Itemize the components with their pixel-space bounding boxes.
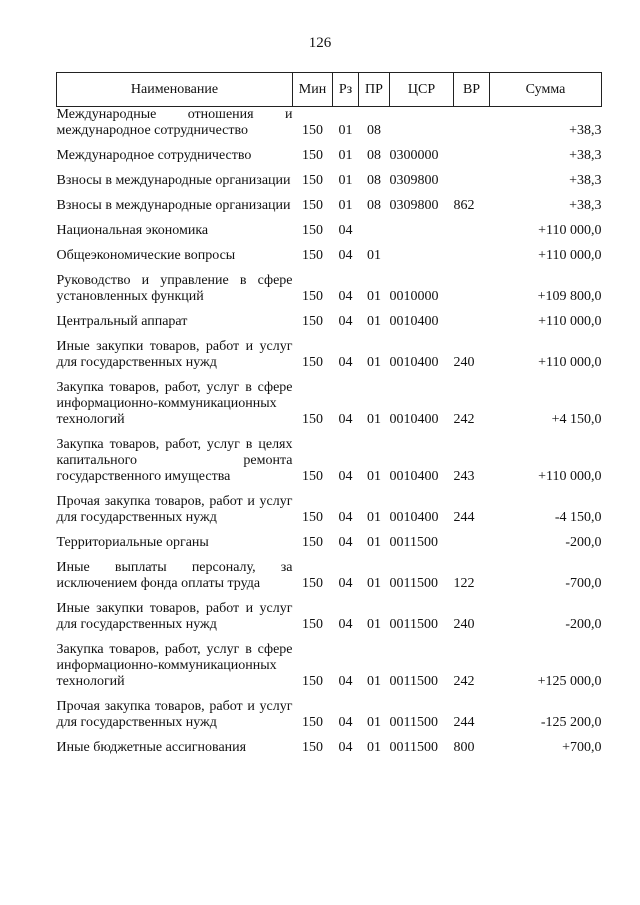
row-spacer bbox=[57, 526, 602, 535]
cell-min: 150 bbox=[302, 510, 323, 525]
cell-min: 150 bbox=[302, 617, 323, 632]
row-spacer bbox=[57, 731, 602, 740]
cell-name: Иные закупки товаров, работ и услуг для государственных нужд bbox=[56, 601, 293, 632]
cell-csr: 0011500 bbox=[389, 715, 438, 730]
cell-sum: +110 000,0 bbox=[538, 223, 602, 238]
cell-csr bbox=[390, 248, 454, 264]
row-spacer-cell bbox=[57, 428, 602, 437]
cell-rz: 04 bbox=[338, 314, 353, 329]
cell-name: Иные выплаты персоналу, за исключением фонда оплаты труда bbox=[56, 560, 293, 591]
cell-min: 150 bbox=[302, 173, 323, 188]
row-spacer bbox=[57, 330, 602, 339]
table-row bbox=[57, 740, 602, 756]
cell-csr: 0011500 bbox=[389, 674, 438, 689]
row-spacer bbox=[57, 164, 602, 173]
row-spacer bbox=[57, 189, 602, 198]
table-row bbox=[57, 223, 602, 239]
cell-name: Прочая закупка товаров, работ и услуг для государственных нужд bbox=[56, 494, 293, 525]
cell-name: Закупка товаров, работ, услуг в сфере информационно-коммуникационных технологий bbox=[56, 380, 293, 427]
cell-pr: 08 bbox=[367, 148, 381, 163]
table-row bbox=[57, 535, 602, 551]
cell-min: 150 bbox=[302, 576, 323, 591]
row-spacer bbox=[57, 371, 602, 380]
table-row bbox=[57, 642, 602, 690]
cell-name: Закупка товаров, работ, услуг в целях капитального ремонта государственного имущества bbox=[56, 437, 293, 484]
table-body bbox=[57, 107, 602, 757]
cell-vr bbox=[454, 173, 490, 189]
cell-name: Национальная экономика bbox=[56, 223, 209, 238]
page-number: 126 bbox=[308, 35, 332, 51]
cell-sum: -700,0 bbox=[565, 576, 602, 591]
cell-name: Прочая закупка товаров, работ и услуг для государственных нужд bbox=[56, 699, 293, 730]
cell-min: 150 bbox=[302, 715, 323, 730]
table-row bbox=[57, 273, 602, 305]
cell-sum: +109 800,0 bbox=[537, 289, 602, 304]
cell-min: 150 bbox=[302, 355, 323, 370]
cell-rz: 04 bbox=[338, 248, 353, 263]
table-row bbox=[57, 148, 602, 164]
cell-rz: 04 bbox=[338, 289, 353, 304]
cell-vr: 242 bbox=[453, 674, 475, 689]
cell-csr: 0011500 bbox=[389, 535, 438, 550]
header-vr: ВР bbox=[454, 73, 490, 107]
table-row bbox=[57, 601, 602, 633]
cell-csr: 0309800 bbox=[389, 173, 439, 188]
row-spacer bbox=[57, 551, 602, 560]
table-row bbox=[57, 314, 602, 330]
table-row bbox=[57, 107, 602, 140]
cell-rz: 01 bbox=[338, 173, 353, 188]
cell-vr: 122 bbox=[453, 576, 475, 591]
cell-csr: 0011500 bbox=[389, 617, 438, 632]
cell-vr bbox=[454, 535, 490, 551]
cell-min: 150 bbox=[302, 314, 323, 329]
cell-vr: 862 bbox=[453, 198, 475, 213]
cell-vr bbox=[454, 223, 490, 239]
cell-csr: 0300000 bbox=[389, 148, 439, 163]
cell-rz: 04 bbox=[338, 576, 353, 591]
row-spacer-cell bbox=[57, 690, 602, 699]
row-spacer bbox=[57, 264, 602, 273]
header-row bbox=[57, 73, 602, 107]
row-spacer-cell bbox=[57, 264, 602, 273]
row-spacer-cell bbox=[57, 164, 602, 173]
row-spacer bbox=[57, 633, 602, 642]
cell-csr: 0309800 bbox=[389, 198, 439, 213]
cell-pr: 01 bbox=[367, 535, 381, 550]
header-rz: Рз bbox=[333, 73, 359, 107]
cell-min: 150 bbox=[302, 198, 323, 213]
cell-csr: 0010400 bbox=[389, 469, 439, 484]
cell-csr: 0010400 bbox=[389, 314, 439, 329]
row-spacer bbox=[57, 214, 602, 223]
cell-min: 150 bbox=[302, 469, 323, 484]
cell-min: 150 bbox=[302, 289, 323, 304]
cell-rz: 04 bbox=[338, 715, 353, 730]
cell-vr: 240 bbox=[453, 617, 475, 632]
cell-csr: 0011500 bbox=[389, 740, 438, 755]
cell-vr bbox=[454, 248, 490, 264]
cell-rz: 04 bbox=[338, 740, 353, 755]
row-spacer bbox=[57, 305, 602, 314]
cell-sum: +110 000,0 bbox=[538, 355, 602, 370]
row-spacer-cell bbox=[57, 592, 602, 601]
cell-name: Иные бюджетные ассигнования bbox=[56, 740, 247, 755]
cell-vr bbox=[454, 314, 490, 330]
cell-pr: 01 bbox=[367, 510, 381, 525]
cell-min: 150 bbox=[302, 412, 323, 427]
cell-rz: 01 bbox=[338, 123, 353, 138]
row-spacer bbox=[57, 239, 602, 248]
row-spacer bbox=[57, 428, 602, 437]
cell-vr: 244 bbox=[453, 715, 475, 730]
cell-sum: -125 200,0 bbox=[540, 715, 602, 730]
cell-vr: 243 bbox=[453, 469, 475, 484]
row-spacer-cell bbox=[57, 551, 602, 560]
cell-sum: +700,0 bbox=[562, 740, 602, 755]
cell-pr: 01 bbox=[367, 248, 381, 263]
cell-sum: -4 150,0 bbox=[554, 510, 602, 525]
cell-sum: +110 000,0 bbox=[538, 314, 602, 329]
cell-sum: +38,3 bbox=[569, 198, 602, 213]
cell-sum: +38,3 bbox=[569, 148, 602, 163]
cell-pr: 01 bbox=[367, 412, 381, 427]
cell-vr: 800 bbox=[453, 740, 475, 755]
cell-pr: 08 bbox=[367, 173, 381, 188]
table-row bbox=[57, 198, 602, 214]
cell-pr: 01 bbox=[367, 289, 381, 304]
row-spacer-cell bbox=[57, 731, 602, 740]
cell-min: 150 bbox=[302, 740, 323, 755]
cell-sum: -200,0 bbox=[565, 535, 602, 550]
cell-pr: 01 bbox=[367, 674, 381, 689]
cell-min: 150 bbox=[302, 674, 323, 689]
row-spacer-cell bbox=[57, 526, 602, 535]
cell-vr bbox=[454, 148, 490, 164]
cell-sum: +110 000,0 bbox=[538, 469, 602, 484]
table-row bbox=[57, 380, 602, 428]
table-row bbox=[57, 339, 602, 371]
cell-sum: +38,3 bbox=[569, 173, 602, 188]
cell-csr bbox=[390, 107, 454, 140]
cell-pr: 01 bbox=[367, 740, 381, 755]
cell-csr bbox=[390, 223, 454, 239]
header-csr: ЦСР bbox=[390, 73, 454, 107]
cell-name: Общеэкономические вопросы bbox=[56, 248, 236, 263]
row-spacer-cell bbox=[57, 139, 602, 148]
cell-pr bbox=[359, 223, 390, 239]
cell-rz: 04 bbox=[338, 412, 353, 427]
cell-name: Руководство и управление в сфере установленных функций bbox=[56, 273, 293, 304]
cell-csr: 0010000 bbox=[389, 289, 439, 304]
cell-name: Взносы в международные организации bbox=[56, 198, 291, 213]
table-row bbox=[57, 437, 602, 485]
cell-min: 150 bbox=[302, 123, 323, 138]
cell-vr: 244 bbox=[453, 510, 475, 525]
cell-csr: 0010400 bbox=[389, 412, 439, 427]
row-spacer-cell bbox=[57, 330, 602, 339]
cell-name: Закупка товаров, работ, услуг в сфере информационно-коммуникационных технологий bbox=[56, 642, 293, 689]
header-pr: ПР bbox=[359, 73, 390, 107]
cell-rz: 04 bbox=[338, 355, 353, 370]
cell-rz: 04 bbox=[338, 223, 353, 238]
cell-rz: 04 bbox=[338, 617, 353, 632]
cell-csr: 0010400 bbox=[389, 510, 439, 525]
cell-name: Центральный аппарат bbox=[56, 314, 188, 329]
row-spacer bbox=[57, 139, 602, 148]
cell-vr bbox=[454, 107, 490, 140]
cell-csr: 0010400 bbox=[389, 355, 439, 370]
cell-min: 150 bbox=[302, 223, 323, 238]
cell-pr: 08 bbox=[367, 123, 381, 138]
row-spacer-cell bbox=[57, 305, 602, 314]
table-row bbox=[57, 560, 602, 592]
header-sum: Сумма bbox=[490, 73, 602, 107]
cell-name: Международное сотрудничество bbox=[56, 148, 252, 163]
cell-rz: 01 bbox=[338, 198, 353, 213]
cell-pr: 01 bbox=[367, 355, 381, 370]
row-spacer-cell bbox=[57, 371, 602, 380]
table-row bbox=[57, 699, 602, 731]
cell-name: Взносы в международные организации bbox=[56, 173, 291, 188]
header-min: Мин bbox=[293, 73, 333, 107]
cell-rz: 04 bbox=[338, 510, 353, 525]
table-row bbox=[57, 494, 602, 526]
cell-sum: +38,3 bbox=[569, 123, 602, 138]
cell-rz: 04 bbox=[338, 674, 353, 689]
cell-sum: +110 000,0 bbox=[538, 248, 602, 263]
cell-rz: 04 bbox=[338, 469, 353, 484]
cell-min: 150 bbox=[302, 535, 323, 550]
row-spacer-cell bbox=[57, 214, 602, 223]
cell-vr: 242 bbox=[453, 412, 475, 427]
cell-name: Международные отношения и международное сотрудничество bbox=[56, 107, 293, 138]
row-spacer bbox=[57, 485, 602, 494]
cell-rz: 04 bbox=[338, 535, 353, 550]
row-spacer bbox=[57, 690, 602, 699]
table-row bbox=[57, 173, 602, 189]
cell-csr: 0011500 bbox=[389, 576, 438, 591]
row-spacer-cell bbox=[57, 485, 602, 494]
header-name: Наименование bbox=[57, 73, 293, 107]
cell-name: Иные закупки товаров, работ и услуг для государственных нужд bbox=[56, 339, 293, 370]
cell-pr: 01 bbox=[367, 617, 381, 632]
table-row bbox=[57, 248, 602, 264]
cell-vr: 240 bbox=[453, 355, 475, 370]
cell-pr: 01 bbox=[367, 576, 381, 591]
cell-pr: 01 bbox=[367, 715, 381, 730]
cell-min: 150 bbox=[302, 248, 323, 263]
cell-rz: 01 bbox=[338, 148, 353, 163]
cell-pr: 01 bbox=[367, 314, 381, 329]
row-spacer bbox=[57, 592, 602, 601]
row-spacer-cell bbox=[57, 189, 602, 198]
cell-vr bbox=[454, 273, 490, 305]
cell-name: Территориальные органы bbox=[56, 535, 209, 550]
row-spacer-cell bbox=[57, 633, 602, 642]
budget-table bbox=[56, 72, 602, 756]
cell-sum: -200,0 bbox=[565, 617, 602, 632]
cell-pr: 01 bbox=[367, 469, 381, 484]
cell-sum: +125 000,0 bbox=[537, 674, 602, 689]
cell-sum: +4 150,0 bbox=[551, 412, 602, 427]
row-spacer-cell bbox=[57, 239, 602, 248]
cell-min: 150 bbox=[302, 148, 323, 163]
cell-pr: 08 bbox=[367, 198, 381, 213]
